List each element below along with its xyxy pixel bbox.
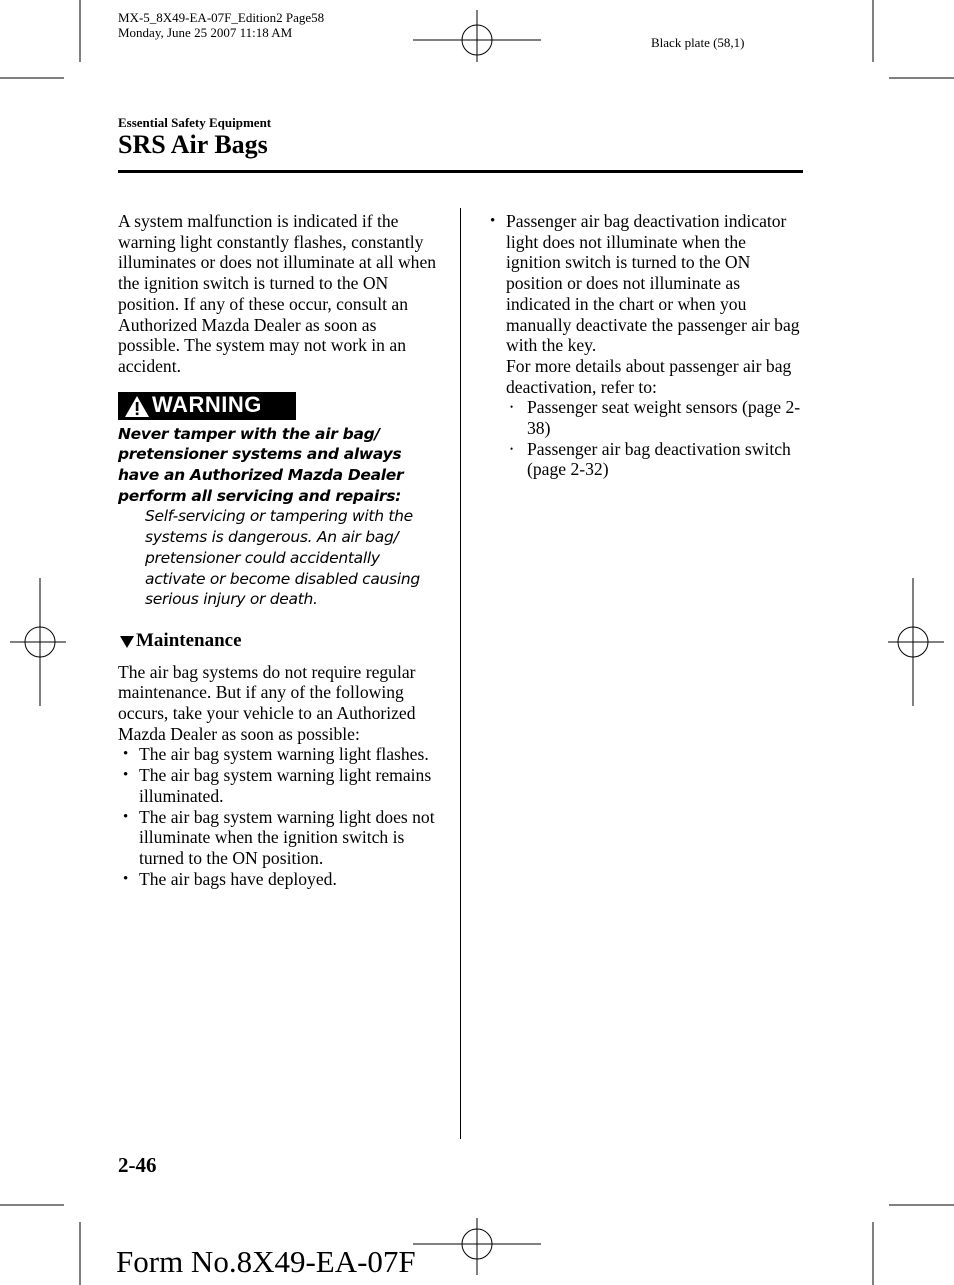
- list-item: [485, 211, 803, 480]
- list-item: • The air bag system warning light remains illuminated.: [118, 765, 438, 806]
- list-item: • The air bags have deployed.: [118, 869, 438, 890]
- file-line-1: MX-5_8X49-EA-07F_Edition2 Page58: [118, 10, 325, 25]
- right-column: [485, 211, 803, 480]
- left-column: [118, 211, 438, 889]
- form-number: Form No.8X49-EA-07F: [116, 1244, 416, 1279]
- plate-label: Black plate (58,1): [651, 35, 745, 50]
- file-line-2: Monday, June 25 2007 11:18 AM: [118, 25, 293, 40]
- warning-detail-text: Self-servicing or tampering with the systems is dangerous. An air bag/ pretensioner could accidentally activate or become disabled causing serious injury or death.: [145, 507, 420, 609]
- reference-item: • Passenger seat weight sensors (page 2-38): [506, 397, 803, 438]
- page-number: 2-46: [118, 1153, 157, 1177]
- maintenance-heading-text: Maintenance: [136, 629, 242, 651]
- exclamation-triangle-icon: [118, 393, 152, 419]
- maintenance-list: [118, 744, 438, 889]
- right-bullet-list: [485, 211, 803, 480]
- deactivation-indicator-text: • Passenger air bag deactivation indicator light does not illuminate when the ignition switch is turned to the ON position or does not illuminate as indicated in the chart or when you manually deactivate the passenger air bag with the key.: [506, 211, 800, 356]
- more-details-text: For more details about passenger air bag deactivation, refer to:: [506, 355, 792, 397]
- maintenance-intro: The air bag systems do not require regular maintenance. But if any of the following occurs, take your vehicle to an Authorized Mazda Dealer as soon as possible:: [118, 661, 416, 744]
- warning-badge: [118, 392, 296, 420]
- title-rule: [118, 170, 803, 173]
- file-info: [118, 10, 324, 40]
- warning-label: WARNING: [152, 392, 262, 418]
- page-title: SRS Air Bags: [118, 130, 268, 159]
- down-triangle-icon: [118, 633, 136, 649]
- section-label: Essential Safety Equipment: [118, 115, 272, 130]
- list-item: • The air bag system warning light flashes.: [118, 744, 438, 765]
- warning-bold-text: Never tamper with the air bag/ pretensioner systems and always have an Authorized Mazda Dealer perform all servicing and repairs:: [118, 424, 404, 505]
- column-divider: [460, 208, 461, 1139]
- reference-list: [506, 397, 803, 480]
- list-item: • The air bag system warning light does not illuminate when the ignition switch is turned to the ON position.: [118, 807, 438, 869]
- intro-paragraph: A system malfunction is indicated if the warning light constantly flashes, constantly illuminates or does not illuminate at all when the ignition switch is turned to the ON position. If any of these occur, consult an Authorized Mazda Dealer as soon as possible. The system may not work in an accident.: [118, 211, 437, 376]
- maintenance-heading: [118, 631, 438, 652]
- reference-item: • Passenger air bag deactivation switch (page 2-32): [506, 439, 803, 480]
